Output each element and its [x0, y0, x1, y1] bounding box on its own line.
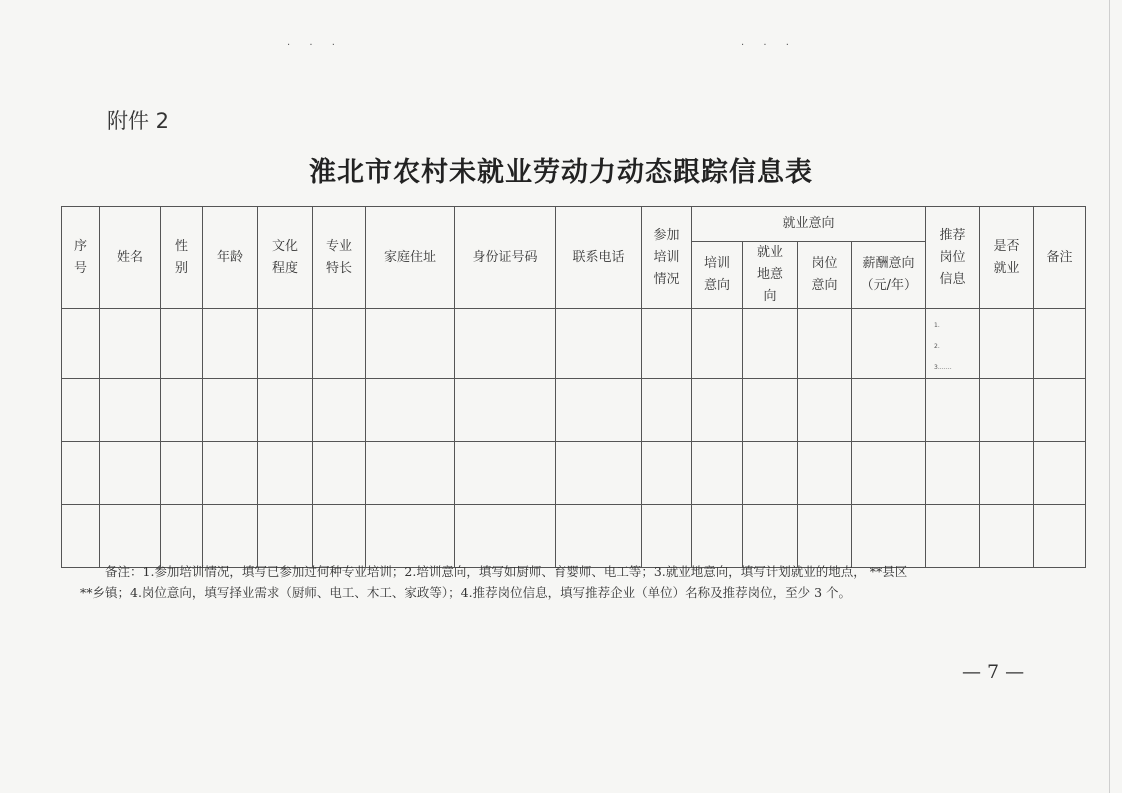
table-cell[interactable] [258, 505, 313, 568]
table-cell[interactable] [366, 505, 455, 568]
table-cell[interactable] [798, 442, 852, 505]
recommend-line: 1. [934, 322, 940, 329]
header-recommend: 推荐岗位信息 [926, 207, 980, 309]
header-education: 文化程度 [258, 207, 313, 309]
page-title: 淮北市农村未就业劳动力动态跟踪信息表 [309, 157, 813, 188]
table-cell[interactable] [743, 379, 798, 442]
table-cell[interactable] [62, 379, 100, 442]
table-cell[interactable] [642, 505, 692, 568]
scan-speck: · · · [741, 40, 797, 51]
table-header [62, 207, 1086, 309]
table-cell[interactable] [980, 379, 1034, 442]
page-number: — 7 — [962, 661, 1025, 683]
footnote-line: **乡镇；4.岗位意向，填写择业需求（厨师、电工、木工、家政等）；4.推荐岗位信息，填写推荐企业（单位）名称及推荐岗位，至少 3 个。 [80, 585, 852, 600]
header-employment-intent: 就业意向 [692, 207, 926, 242]
table-row [62, 442, 1086, 505]
header-address: 家庭住址 [366, 207, 455, 309]
tracking-table [61, 206, 1086, 568]
table-cell[interactable] [161, 379, 203, 442]
table-cell[interactable] [366, 379, 455, 442]
table-cell[interactable] [258, 442, 313, 505]
table-cell[interactable] [455, 505, 556, 568]
table-cell[interactable] [1034, 379, 1086, 442]
table-cell[interactable] [852, 379, 926, 442]
attachment-label: 附件 2 [107, 109, 170, 133]
table-cell[interactable] [692, 379, 743, 442]
table-cell[interactable] [455, 309, 556, 379]
table-cell[interactable] [313, 309, 366, 379]
header-gender: 性别 [161, 207, 203, 309]
header-location-intent: 就业地意向 [743, 242, 798, 309]
header-employed: 是否就业 [980, 207, 1034, 309]
table-cell[interactable] [556, 309, 642, 379]
table-cell[interactable] [980, 309, 1034, 379]
table-cell[interactable] [642, 442, 692, 505]
table-cell[interactable] [161, 309, 203, 379]
table-cell[interactable] [203, 379, 258, 442]
table-cell[interactable] [692, 442, 743, 505]
table-cell[interactable] [852, 442, 926, 505]
header-train-intent: 培训意向 [692, 242, 743, 309]
recommend-line: 3.…… [934, 364, 952, 371]
table-cell[interactable] [798, 379, 852, 442]
recommend-cell[interactable] [926, 309, 980, 379]
table-cell[interactable] [743, 309, 798, 379]
table-cell[interactable] [258, 309, 313, 379]
table-cell[interactable] [62, 505, 100, 568]
table-cell[interactable] [743, 442, 798, 505]
table-cell[interactable] [852, 505, 926, 568]
header-seq: 序号 [62, 207, 100, 309]
table-row [62, 379, 1086, 442]
table-cell[interactable] [1034, 505, 1086, 568]
table-cell[interactable] [203, 442, 258, 505]
header-name: 姓名 [100, 207, 161, 309]
table-cell[interactable] [100, 309, 161, 379]
table-cell[interactable] [798, 505, 852, 568]
header-post-intent: 岗位意向 [798, 242, 852, 309]
table-cell[interactable] [161, 505, 203, 568]
header-id-number: 身份证号码 [455, 207, 556, 309]
table-cell[interactable] [642, 309, 692, 379]
table-cell[interactable] [642, 379, 692, 442]
recommend-cell[interactable] [926, 505, 980, 568]
table-cell[interactable] [692, 505, 743, 568]
table-body [62, 309, 1086, 568]
header-skill: 专业特长 [313, 207, 366, 309]
table-cell[interactable] [980, 442, 1034, 505]
table-cell[interactable] [556, 505, 642, 568]
scan-speck: · · · [287, 40, 343, 51]
table-cell[interactable] [455, 442, 556, 505]
header-remark: 备注 [1034, 207, 1086, 309]
header-salary-intent: 薪酬意向（元/年） [852, 242, 926, 309]
table-cell[interactable] [100, 379, 161, 442]
footnotes [80, 561, 1065, 603]
table-cell[interactable] [455, 379, 556, 442]
header-training: 参加培训情况 [642, 207, 692, 309]
table-cell[interactable] [1034, 442, 1086, 505]
table-cell[interactable] [100, 442, 161, 505]
table-cell[interactable] [743, 505, 798, 568]
page-edge [1109, 0, 1110, 793]
table-cell[interactable] [313, 379, 366, 442]
table-cell[interactable] [100, 505, 161, 568]
table-cell[interactable] [852, 309, 926, 379]
table-cell[interactable] [366, 442, 455, 505]
footnote-line: 备注：1.参加培训情况，填写已参加过何种专业培训；2.培训意向，填写如厨师、育婴师、电工等；3.就业地意向，填写计划就业的地点， **县区 [105, 564, 908, 579]
table-cell[interactable] [556, 442, 642, 505]
table-cell[interactable] [203, 309, 258, 379]
table-cell[interactable] [980, 505, 1034, 568]
recommend-cell[interactable] [926, 442, 980, 505]
table-cell[interactable] [258, 379, 313, 442]
table-row [62, 505, 1086, 568]
header-phone: 联系电话 [556, 207, 642, 309]
table-cell[interactable] [203, 505, 258, 568]
table-cell[interactable] [161, 442, 203, 505]
table-cell[interactable] [313, 442, 366, 505]
table-cell[interactable] [1034, 309, 1086, 379]
recommend-line: 2. [934, 343, 940, 350]
table-cell[interactable] [798, 309, 852, 379]
table-cell[interactable] [62, 309, 100, 379]
table-row [62, 309, 1086, 379]
table-cell[interactable] [313, 505, 366, 568]
table-cell[interactable] [366, 309, 455, 379]
recommend-cell[interactable] [926, 379, 980, 442]
table-cell[interactable] [692, 309, 743, 379]
header-age: 年龄 [203, 207, 258, 309]
table-cell[interactable] [62, 442, 100, 505]
table-cell[interactable] [556, 379, 642, 442]
